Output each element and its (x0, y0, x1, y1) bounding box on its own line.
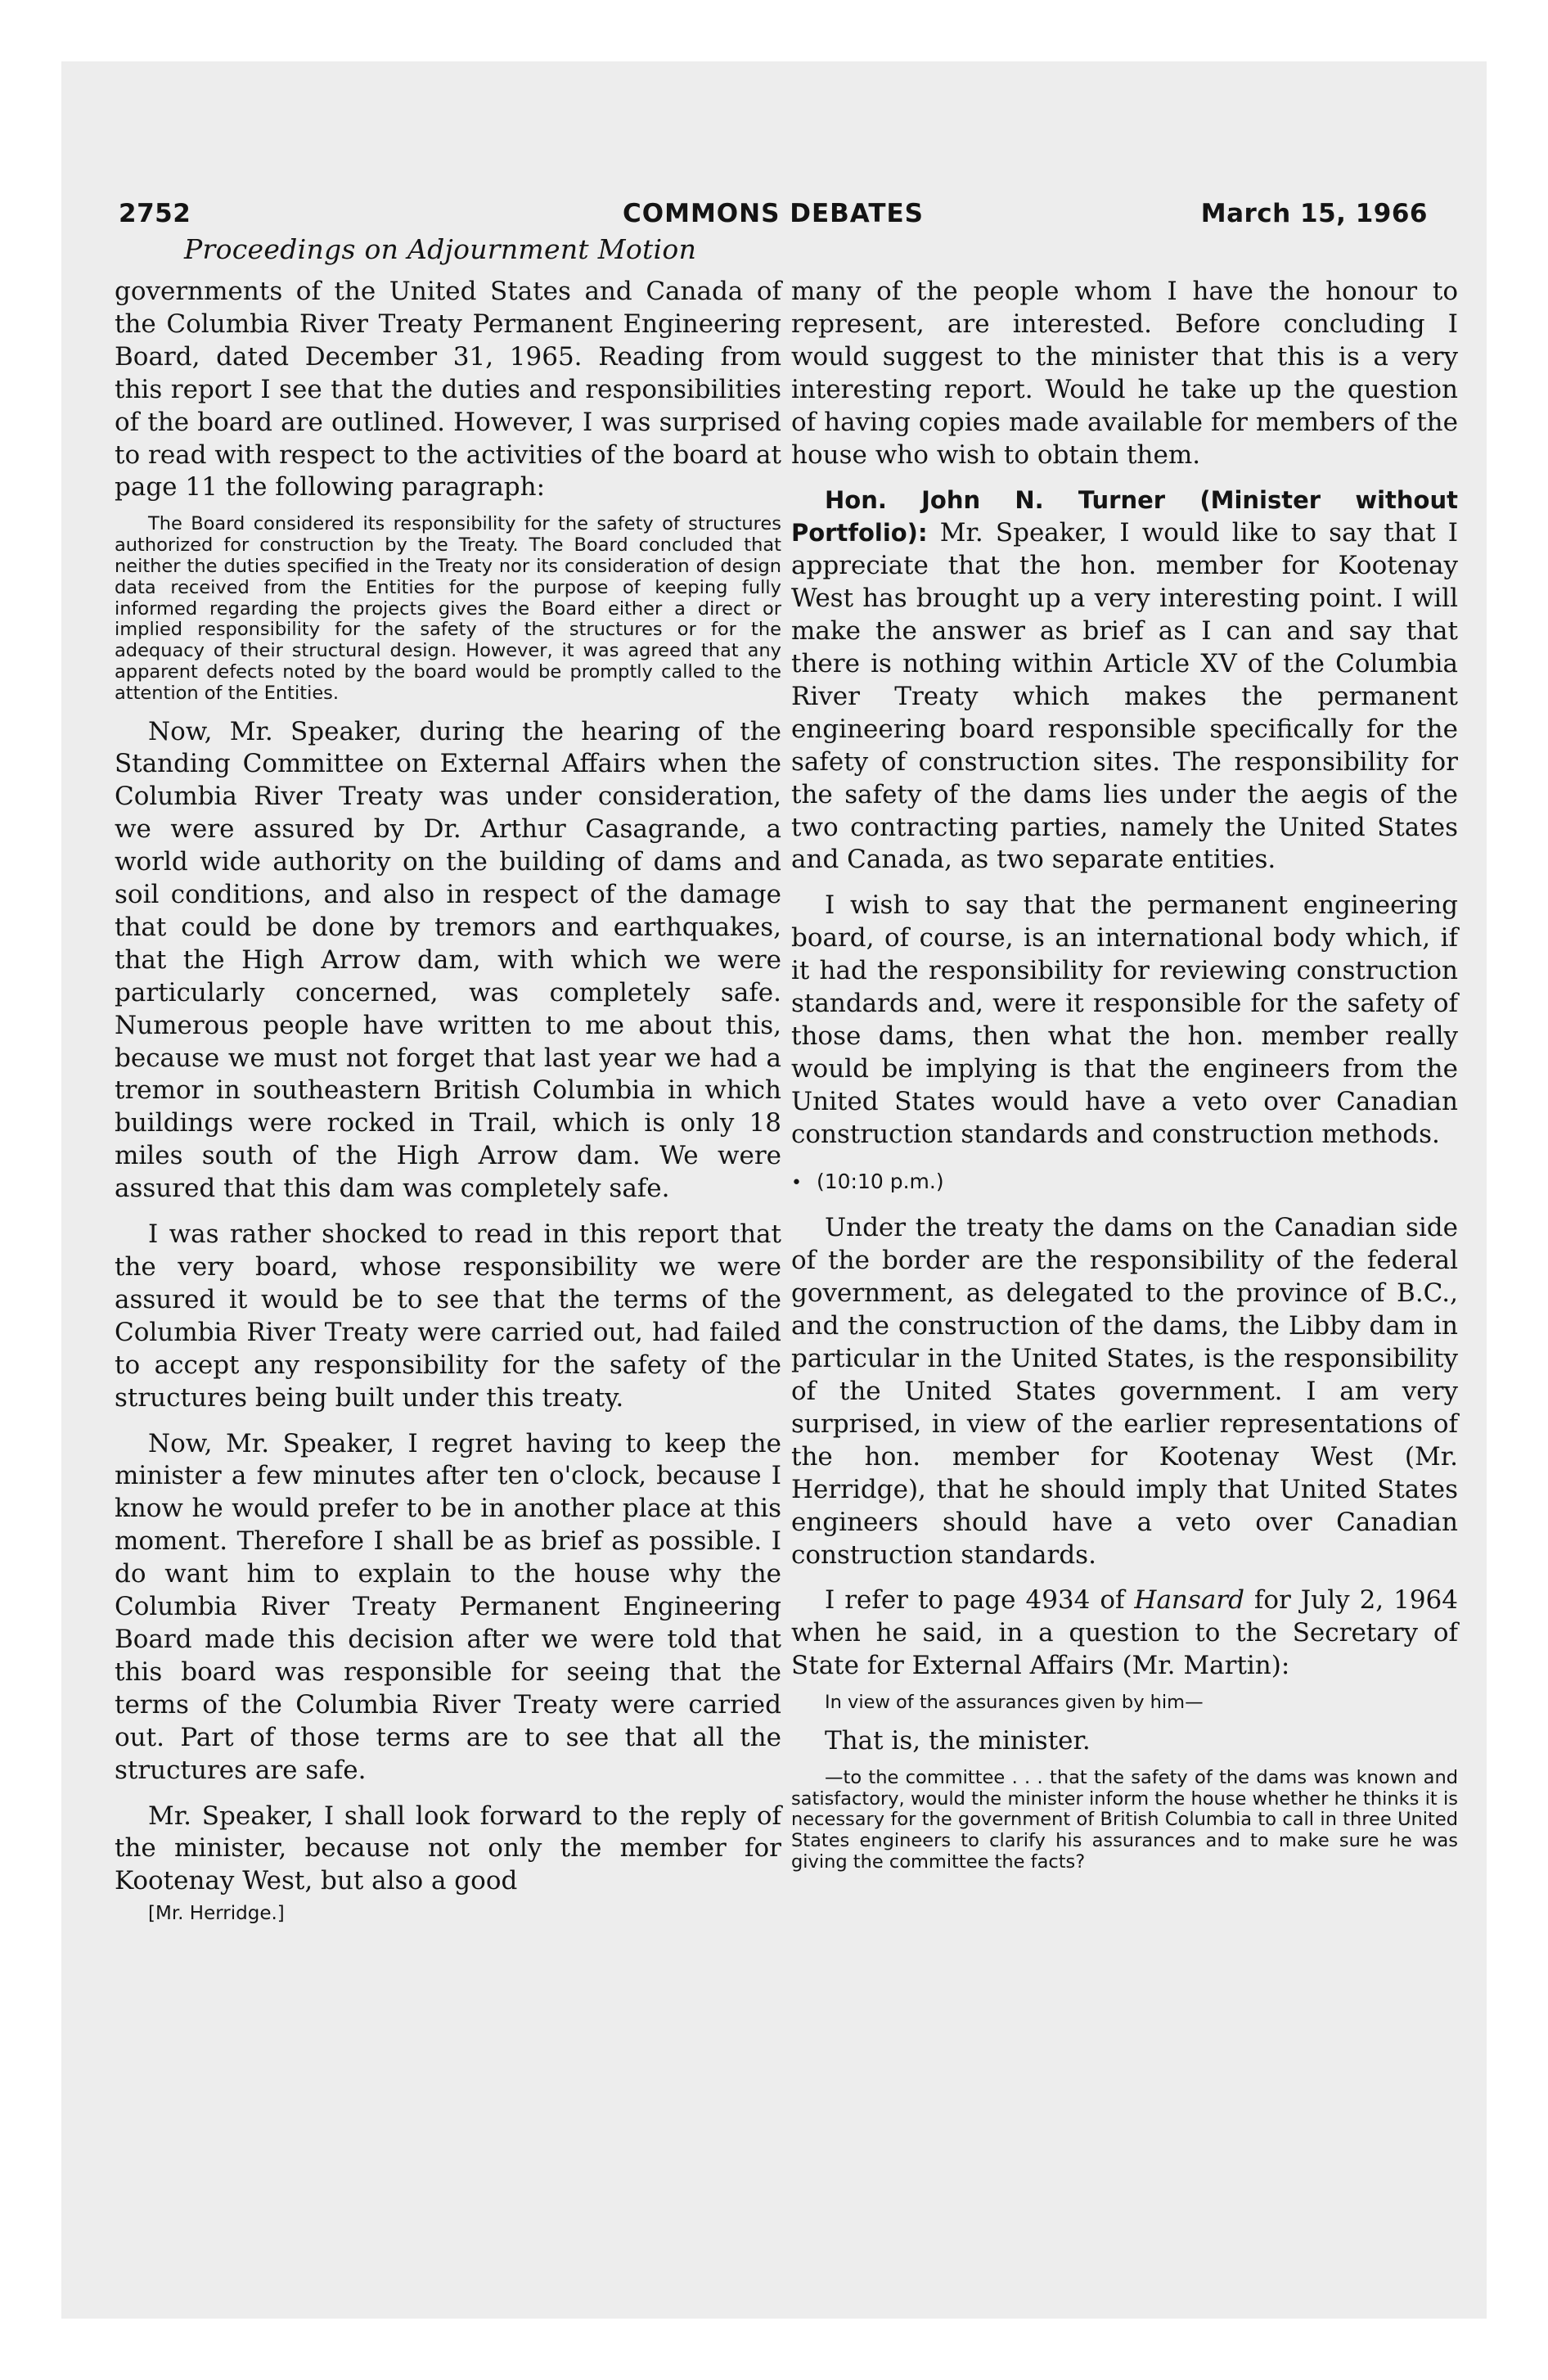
right-column (791, 276, 1458, 1885)
bullet-icon: • (791, 1172, 802, 1193)
paragraph: I wish to say that the permanent engineering board, of course, is an international body which, if it had the responsibility for reviewing construction standards and, were it responsible for the safety of those dams, then what the hon. member really would be implying is that the engineers from the United States would have a veto over Canadian construction standards and construction methods. (791, 890, 1458, 1149)
paragraph: many of the people whom I have the honour to represent, are interested. Before concluding I would suggest to the minister that this is a very interesting report. Would he take up the question of having copies made available for members of the house who wish to obtain them. (791, 277, 1458, 470)
section-subheading: Proceedings on Adjournment Motion (184, 233, 697, 265)
issue-date: March 15, 1966 (1200, 199, 1428, 228)
paragraph: Now, Mr. Speaker, I regret having to keep the minister a few minutes after ten o'clock, because I know he would prefer to be in another place at this moment. Therefore I shall be as brief as possible. I do want him to explain to the house why the Columbia River Treaty Permanent Engineering Board made this decision after we were told that this board was responsible for seeing that the terms of the Columbia River Treaty were carried out. Part of those terms are to see that all the structures are safe. (115, 1428, 781, 1785)
paragraph: Now, Mr. Speaker, during the hearing of the Standing Committee on External Affairs when the Columbia River Treaty was under consideration, we were assured by Dr. Arthur Casagrande, a world wide authority on the building of dams and soil conditions, and also in respect of the damage that could be done by tremors and earthquakes, that the High Arrow dam, with which we were particularly concerned, was completely safe. Numerous people have written to me about this, because we must not forget that last year we had a tremor in southeastern British Columbia in which buildings were rocked in Trail, which is only 18 miles south of the High Arrow dam. We were assured that this dam was completely safe. (115, 716, 781, 1204)
paragraph: I was rather shocked to read in this report that the very board, whose responsibility we were assured it would be to see that the terms of the Columbia River Treaty were carried out, had failed to accept any responsibility for the safety of the structures being built under this treaty. (115, 1219, 781, 1413)
page-number: 2752 (119, 199, 191, 228)
speaker-footer: [Mr. Herridge.] (148, 1903, 285, 1925)
timestamp: (10:10 p.m.) (816, 1169, 944, 1193)
paragraph: Mr. Speaker, I shall look forward to the reply of the minister, because not only the member for Kootenay West, but also a good (115, 1801, 781, 1896)
speech-paragraph (791, 485, 1458, 877)
hansard-title: Hansard (1134, 1585, 1244, 1616)
block-quote: —to the committee . . . that the safety of the dams was known and satisfactory, would the minister inform the house whether he thinks it is necessary for the government of British Columbia to call in three United States engineers to clarify his assurances and to make sure he was giving the committee the facts? (791, 1766, 1458, 1873)
paragraph: governments of the United States and Canada of the Columbia River Treaty Permanent Engineering Board, dated December 31, 1965. Reading from this report I see that the duties and responsibilities of the board are outlined. However, I was surprised to read with respect to the activities of the board at page 11 the following paragraph: (115, 277, 781, 503)
time-marker (791, 1165, 1458, 1200)
page (61, 61, 1487, 2319)
paragraph: That is, the minister. (825, 1725, 1091, 1756)
publication-title: COMMONS DEBATES (623, 199, 924, 228)
paragraph: I refer to page 4934 of Hansard for July 2, 1964 when he said, in a question to the Secretary of State for External Affairs (Mr. Martin): (791, 1585, 1458, 1681)
left-column (115, 276, 781, 1931)
speech-text: Mr. Speaker, I would like to say that I appreciate that the hon. member for Kootenay West has brought up a very interesting point. I will make the answer as brief as I can and say that there is nothing within Article XV of the Columbia River Treaty which makes the permanent engineering board responsible specifically for the safety of construction sites. The responsibility for the safety of the dams lies under the aegis of the two contracting parties, namely the United States and Canada, as two separate entities. (791, 518, 1458, 875)
block-quote: The Board considered its responsibility for the safety of structures authorized for construction by the Treaty. The Board concluded that neither the duties specified in the Treaty nor its consideration of design data received from the Entities for the purpose of keeping fully informed regarding the projects gives the Board either a direct or implied responsibility for the safety of the structures or for the adequacy of their structural design. However, it was agreed that any apparent defects noted by the board would be promptly called to the attention of the Entities. (115, 513, 781, 704)
speaker-name: Hon. John N. Turner (Minister without Portfolio): (791, 486, 1458, 548)
paragraph: Under the treaty the dams on the Canadian side of the border are the responsibility of the federal government, as delegated to the province of B.C., and the construction of the dams, the Libby dam in particular in the United States, is the responsibility of the United States government. I am very surprised, in view of the earlier representations of the hon. member for Kootenay West (Mr. Herridge), that he should imply that United States engineers should have a veto over Canadian construction standards. (791, 1213, 1458, 1570)
block-quote: In view of the assurances given by him— (825, 1692, 1204, 1714)
